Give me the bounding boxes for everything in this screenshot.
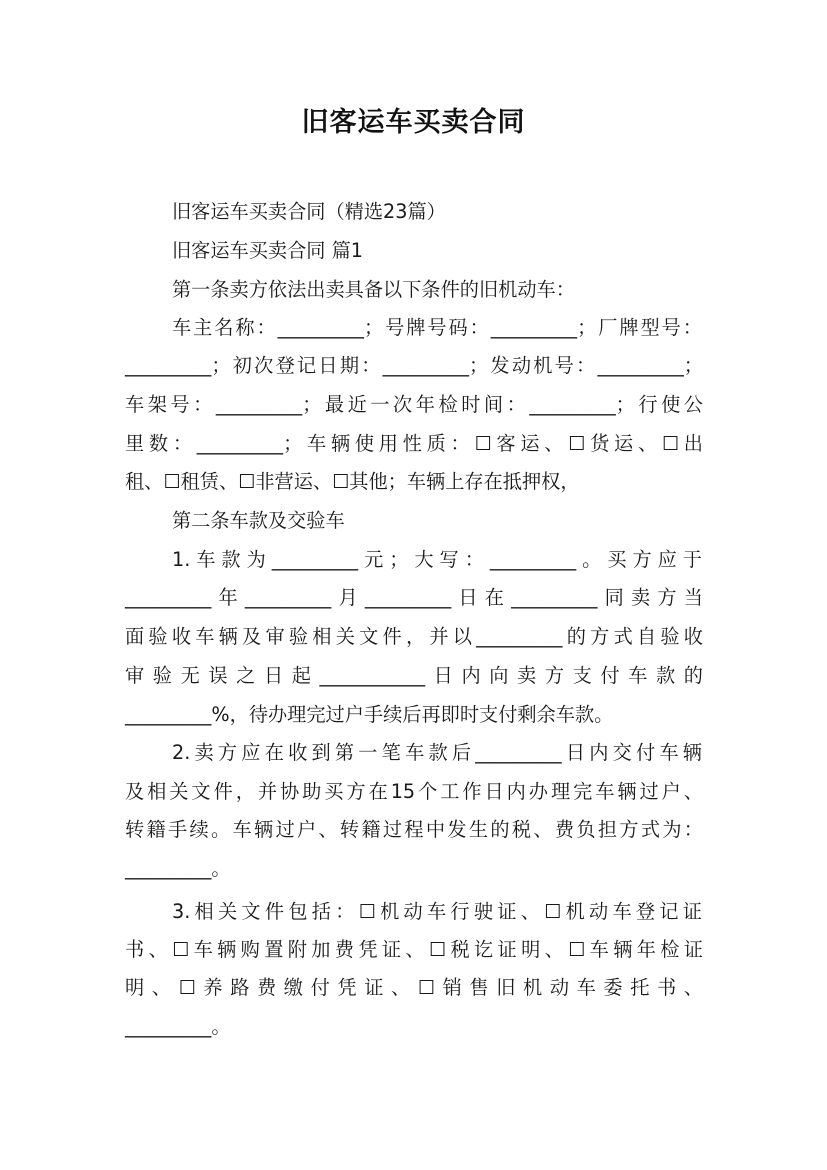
doc-line-subtitle: 旧客运车买卖合同（精选23篇） bbox=[172, 200, 446, 223]
doc-line-section-heading: 旧客运车买卖合同 篇1 bbox=[172, 239, 363, 262]
doc-line-article-1: 第一条卖方依法出卖具备以下条件的旧机动车： bbox=[172, 278, 575, 301]
doc-line-article-2: 第二条车款及交验车 bbox=[172, 509, 345, 532]
doc-line: 转籍手续。车辆过户、转籍过程中发生的税、费负担方式为： bbox=[125, 818, 703, 841]
doc-line: 面验收车辆及审验相关文件，并以_________的方式自验收 bbox=[125, 625, 703, 648]
doc-line: 明、☐养路费缴付凭证、☐销售旧机动车委托书、 bbox=[125, 976, 703, 999]
doc-line: 3.相关文件包括：☐机动车行驶证、☐机动车登记证 bbox=[172, 900, 702, 923]
doc-line: _________年_________月_________日在_________同卖方当 bbox=[125, 586, 703, 609]
doc-line: 车主名称：_________；号牌号码：_________；厂牌型号： bbox=[172, 316, 702, 339]
doc-line: 里数：_________；车辆使用性质：☐客运、☐货运、☐出 bbox=[125, 432, 703, 455]
doc-line: _________；初次登记日期：_________；发动机号：_________； bbox=[125, 354, 703, 377]
doc-line: _________%，待办理完过户手续后再即时支付剩余车款。 bbox=[125, 703, 614, 726]
doc-line: 及相关文件，并协助买方在15个工作日内办理完车辆过户、 bbox=[125, 780, 703, 803]
doc-line: 租、☐租赁、☐非营运、☐其他；车辆上存在抵押权， bbox=[125, 470, 580, 493]
doc-line: 1.车款为_________元；大写：_________。买方应于 bbox=[172, 548, 702, 571]
doc-line: 书、☐车辆购置附加费凭证、☐税讫证明、☐车辆年检证 bbox=[125, 938, 703, 961]
doc-line: _________。 bbox=[125, 857, 231, 880]
document-title: 旧客运车买卖合同 bbox=[301, 107, 526, 138]
doc-line: _________。 bbox=[125, 1015, 231, 1038]
doc-line: 2.卖方应在收到第一笔车款后_________日内交付车辆 bbox=[172, 741, 702, 764]
doc-line: 车架号：_________；最近一次年检时间：_________；行使公 bbox=[125, 393, 703, 416]
doc-line: 审验无误之日起___________日内向卖方支付车款的 bbox=[125, 664, 703, 687]
